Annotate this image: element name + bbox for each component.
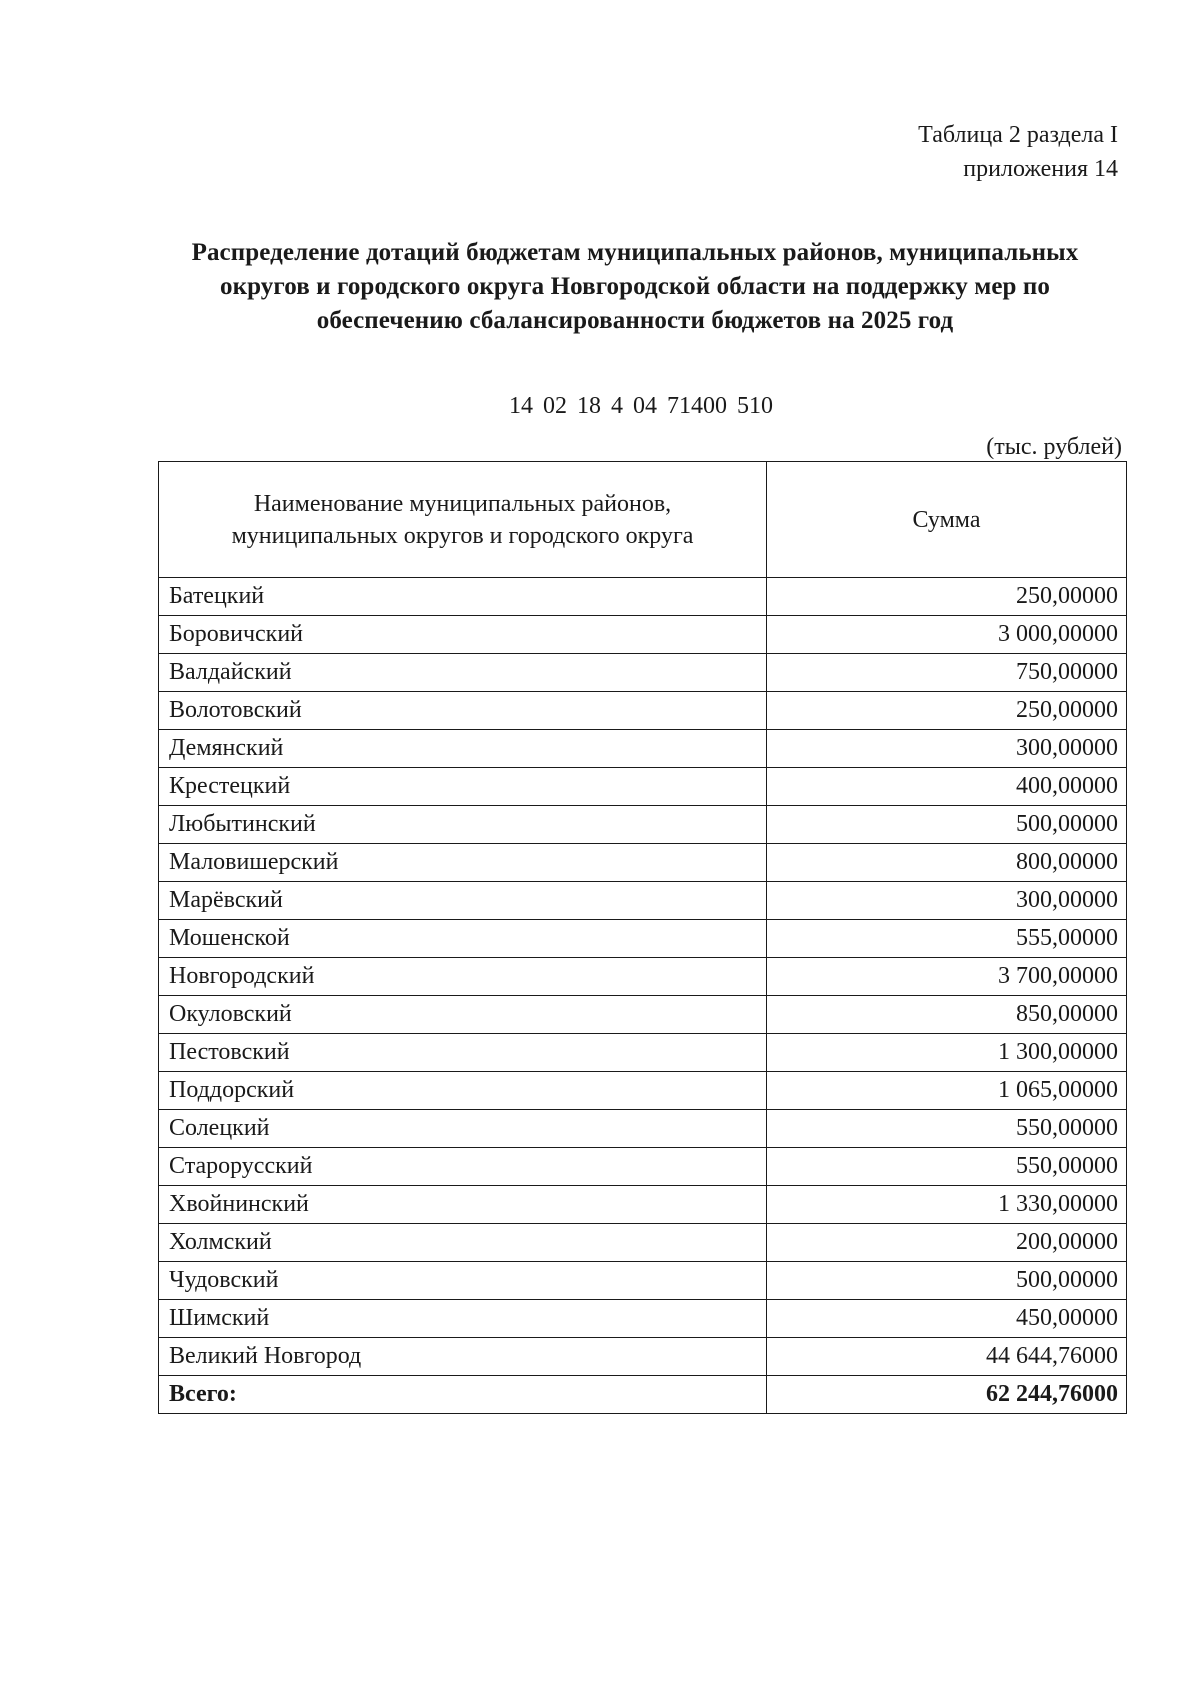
- table-row: [159, 1148, 1127, 1186]
- district-name-cell: Окуловский: [159, 996, 767, 1034]
- table-row: [159, 882, 1127, 920]
- sum-cell: 200,00000: [767, 1224, 1127, 1262]
- appendix-reference-line-2: приложения 14: [963, 156, 1118, 182]
- table-row: [159, 806, 1127, 844]
- district-name-cell: Батецкий: [159, 578, 767, 616]
- sum-cell: 300,00000: [767, 882, 1127, 920]
- sum-cell: 550,00000: [767, 1110, 1127, 1148]
- district-name-cell: Великий Новгород: [159, 1338, 767, 1376]
- table-row: [159, 844, 1127, 882]
- district-name-cell: Холмский: [159, 1224, 767, 1262]
- district-name-cell: Новгородский: [159, 958, 767, 996]
- district-name-cell: Марёвский: [159, 882, 767, 920]
- sum-cell: 1 330,00000: [767, 1186, 1127, 1224]
- sum-cell: 400,00000: [767, 768, 1127, 806]
- sum-cell: 3 700,00000: [767, 958, 1127, 996]
- district-name-cell: Солецкий: [159, 1110, 767, 1148]
- sum-cell: 250,00000: [767, 692, 1127, 730]
- sum-cell: 450,00000: [767, 1300, 1127, 1338]
- table-row: [159, 1300, 1127, 1338]
- district-name-cell: Пестовский: [159, 1034, 767, 1072]
- sum-cell: 550,00000: [767, 1148, 1127, 1186]
- district-name-cell: Мошенской: [159, 920, 767, 958]
- district-name-cell: Чудовский: [159, 1262, 767, 1300]
- district-name-cell: Любытинский: [159, 806, 767, 844]
- units-note: (тыс. рублей): [986, 434, 1122, 460]
- table-row: [159, 578, 1127, 616]
- table-row: [159, 768, 1127, 806]
- table-row: [159, 654, 1127, 692]
- sum-cell: 555,00000: [767, 920, 1127, 958]
- table-row: [159, 920, 1127, 958]
- table-row: [159, 1224, 1127, 1262]
- sum-cell: 1 065,00000: [767, 1072, 1127, 1110]
- table-row: [159, 692, 1127, 730]
- district-name-cell: Крестецкий: [159, 768, 767, 806]
- table-row: [159, 730, 1127, 768]
- sum-cell: 44 644,76000: [767, 1338, 1127, 1376]
- district-name-cell: Демянский: [159, 730, 767, 768]
- sum-cell: 750,00000: [767, 654, 1127, 692]
- appendix-reference-line-1: Таблица 2 раздела I: [918, 122, 1118, 148]
- sum-cell: 850,00000: [767, 996, 1127, 1034]
- table-body: [159, 578, 1127, 1414]
- sum-cell: 300,00000: [767, 730, 1127, 768]
- sum-cell: 500,00000: [767, 806, 1127, 844]
- sum-cell: 3 000,00000: [767, 616, 1127, 654]
- district-name-cell: Боровичский: [159, 616, 767, 654]
- district-name-cell: Шимский: [159, 1300, 767, 1338]
- table-row: [159, 1034, 1127, 1072]
- subsidy-distribution-table: [158, 461, 1127, 1414]
- table-row: [159, 958, 1127, 996]
- district-name-cell: Поддорский: [159, 1072, 767, 1110]
- sum-cell: 500,00000: [767, 1262, 1127, 1300]
- district-name-cell: Маловишерский: [159, 844, 767, 882]
- total-sum-cell: 62 244,76000: [767, 1376, 1127, 1414]
- document-title: Распределение дотаций бюджетам муниципальных районов, муниципальных округов и городского округа Новгородской области на поддержку мер по обеспечению сбалансированности бюджетов на 2025 год: [191, 239, 1079, 334]
- district-name-cell: Хвойнинский: [159, 1186, 767, 1224]
- district-name-cell: Старорусский: [159, 1148, 767, 1186]
- district-name-cell: Волотовский: [159, 692, 767, 730]
- sum-cell: 1 300,00000: [767, 1034, 1127, 1072]
- table-row: [159, 996, 1127, 1034]
- district-name-cell: Валдайский: [159, 654, 767, 692]
- table-row: [159, 1072, 1127, 1110]
- column-header-sum: Сумма: [767, 462, 1127, 578]
- total-row: [159, 1376, 1127, 1414]
- appendix-reference: [918, 118, 1118, 186]
- budget-classification-code: 14 02 18 4 04 71400 510: [509, 393, 773, 419]
- table-row: [159, 1186, 1127, 1224]
- column-header-name: Наименование муниципальных районов, муниципальных округов и городского округа: [159, 462, 767, 578]
- table-row: [159, 616, 1127, 654]
- sum-cell: 800,00000: [767, 844, 1127, 882]
- total-label-cell: Всего:: [159, 1376, 767, 1414]
- table-row: [159, 1338, 1127, 1376]
- table-row: [159, 1262, 1127, 1300]
- sum-cell: 250,00000: [767, 578, 1127, 616]
- table-header-row: [159, 462, 1127, 578]
- table-row: [159, 1110, 1127, 1148]
